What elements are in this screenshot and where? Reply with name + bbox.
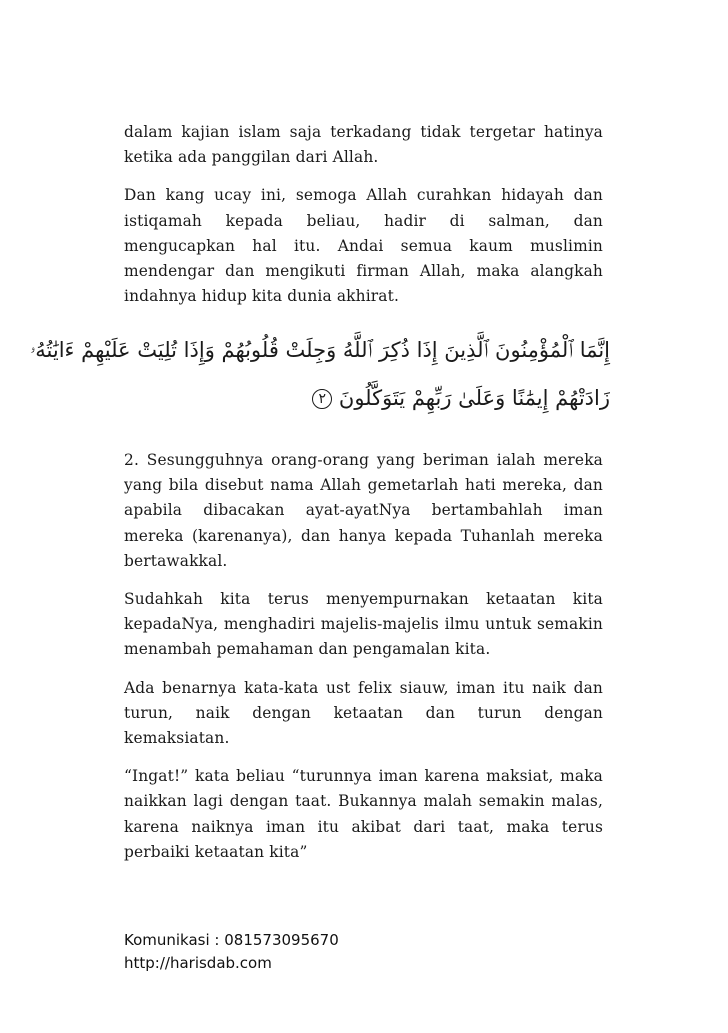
quran-verse (30, 326, 610, 422)
verse-number-marker: ٢ (312, 389, 332, 409)
paragraph-2: Dan kang ucay ini, semoga Allah curahkan hidayah dan istiqamah kepada beliau, hadir di salman, dan mengucapkan hal itu. Andai semua kaum muslimin mendengar dan mengikuti firman Allah, maka alangkah indahnya hidup kita dunia akhirat. (124, 186, 603, 306)
paragraph-3: Sudahkah kita terus menyempurnakan ketaatan kita kepadaNya, menghadiri majelis-majelis ilmu untuk semakin menambah pemahaman dan pengamalan kita. (124, 590, 603, 659)
quran-verse-line-2 (118, 374, 610, 422)
footer (124, 929, 339, 975)
footer-contact: Komunikasi : 081573095670 (124, 931, 339, 949)
quran-verse-line-1: إِنَّمَا ٱلْمُؤْمِنُونَ ٱلَّذِينَ إِذَا ذُكِرَ ٱللَّهُ وَجِلَتْ قُلُوبُهُمْ وَإِذَا تُلِيَتْ عَلَيْهِمْ ءَايَٰتُهُۥ (30, 338, 610, 362)
paragraph-4: Ada benarnya kata-kata ust felix siauw, iman itu naik dan turun, naik dengan ketaatan dan turun dengan kemaksiatan. (124, 678, 603, 748)
paragraph-5: “Ingat!” kata beliau “turunnya iman karena maksiat, maka naikkan lagi dengan taat. Bukannya malah semakin malas, karena naiknya iman itu akibat dari taat, maka terus perbaiki ketaatan kita” (124, 767, 603, 861)
body-text-bottom (124, 448, 603, 878)
body-text-top (124, 120, 603, 322)
footer-url: http://harisdab.com (124, 954, 272, 972)
paragraph-1: dalam kajian islam saja terkadang tidak tergetar hatinya ketika ada panggilan dari Allah. (124, 123, 603, 167)
translation-paragraph: 2. Sesungguhnya orang-orang yang beriman ialah mereka yang bila disebut nama Allah gemetarlah hati mereka, dan apabila dibacakan ayat-ayatNya bertambahlah iman mereka (karenanya), dan hanya kepada Tuhanlah mereka bertawakkal. (124, 451, 603, 570)
quran-verse-line-2-text: زَادَتْهُمْ إِيمَٰنًا وَعَلَىٰ رَبِّهِمْ يَتَوَكَّلُونَ (338, 386, 610, 410)
